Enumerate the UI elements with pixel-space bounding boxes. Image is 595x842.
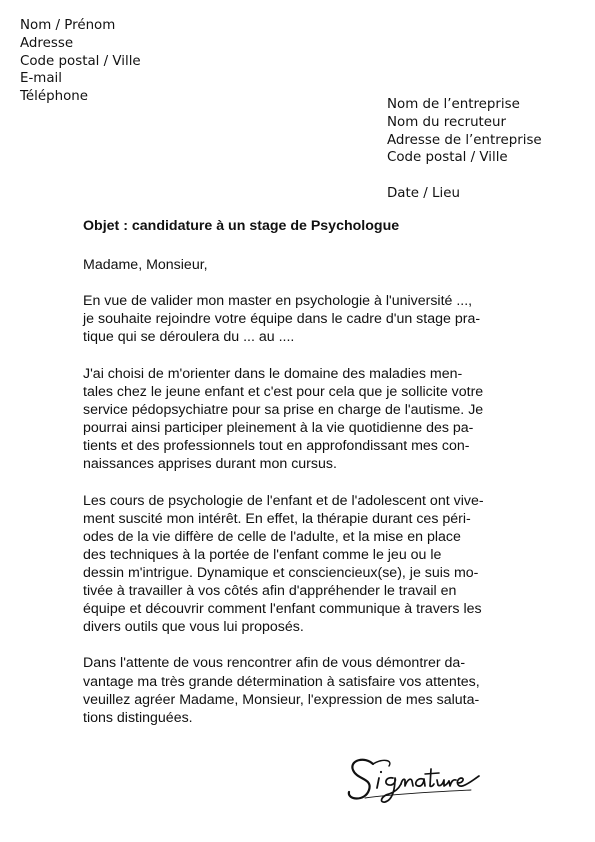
text-line: tales chez le jeune enfant et c'est pour cela que je sollicite votre <box>83 383 484 400</box>
text-line: tique qui se déroulera du ... au .... <box>83 329 295 346</box>
text-line: dessin m'intrigue. Dynamique et consciencieux(se), je suis mo- <box>83 564 479 581</box>
text-line: vantage ma très grande détermination à satisfaire vos attentes, <box>83 673 480 690</box>
paragraph-intro <box>83 292 513 346</box>
text-line: divers outils que vous lui proposés. <box>83 619 304 636</box>
text-line: tients et des professionnels tout en approfondissant mes con- <box>83 438 470 455</box>
letter-subject: Objet : candidature à un stage de Psychologue <box>83 218 400 234</box>
text-line: pourrai ainsi participer pleinement à la vie quotidienne des pa- <box>83 420 474 437</box>
sender-name: Nom / Prénom <box>20 18 116 33</box>
text-line: En vue de valider mon master en psychologie à l'université ..., <box>83 293 473 310</box>
recipient-recruiter: Nom du recruteur <box>387 114 507 130</box>
salutation: Madame, Monsieur, <box>83 257 208 273</box>
text-line: des techniques à la portée de l'enfant comme le jeu ou le <box>83 546 442 563</box>
text-line: naissances apprises durant mon cursus. <box>83 456 337 473</box>
text-line: ment suscité mon intérêt. En effet, la thérapie durant ces péri- <box>83 510 471 527</box>
text-line: service pédopsychiatre pour sa prise en charge de l'autisme. Je <box>83 401 484 418</box>
text-line: tivée à travailler à vos côtés afin d'appréhender le travail en <box>83 582 457 599</box>
recipient-company: Nom de l’entreprise <box>387 97 520 112</box>
paragraph-interests <box>83 492 513 637</box>
sender-block <box>20 17 141 106</box>
handwritten-signature <box>343 752 493 808</box>
recipient-block <box>387 96 542 203</box>
text-line: équipe et découvrir comment l'enfant communique à travers les <box>83 601 482 618</box>
sender-address: Adresse <box>20 35 74 51</box>
paragraph-closing <box>83 654 513 726</box>
sender-phone: Téléphone <box>20 89 89 105</box>
recipient-address: Adresse de l’entreprise <box>387 132 542 148</box>
recipient-postal-city: Code postal / Ville <box>387 150 508 166</box>
letter-body <box>83 256 513 745</box>
text-line: veuillez agréer Madame, Monsieur, l'expression de mes saluta- <box>83 691 480 708</box>
text-line: Les cours de psychologie de l'enfant et de l'adolescent ont vive- <box>83 492 484 509</box>
text-line: J'ai choisi de m'orienter dans le domaine des maladies men- <box>83 365 463 382</box>
date-place: Date / Lieu <box>387 185 460 201</box>
sender-postal-city: Code postal / Ville <box>20 53 141 69</box>
sender-email: E-mail <box>20 71 62 87</box>
text-line: je souhaite rejoindre votre équipe dans le cadre d'un stage pra- <box>83 311 481 328</box>
text-line: tions distinguées. <box>83 709 193 726</box>
paragraph-motivation <box>83 365 513 474</box>
text-line: odes de la vie diffère de celle de l'adulte, et la mise en place <box>83 528 461 545</box>
text-line: Dans l'attente de vous rencontrer afin de vous démontrer da- <box>83 655 466 672</box>
